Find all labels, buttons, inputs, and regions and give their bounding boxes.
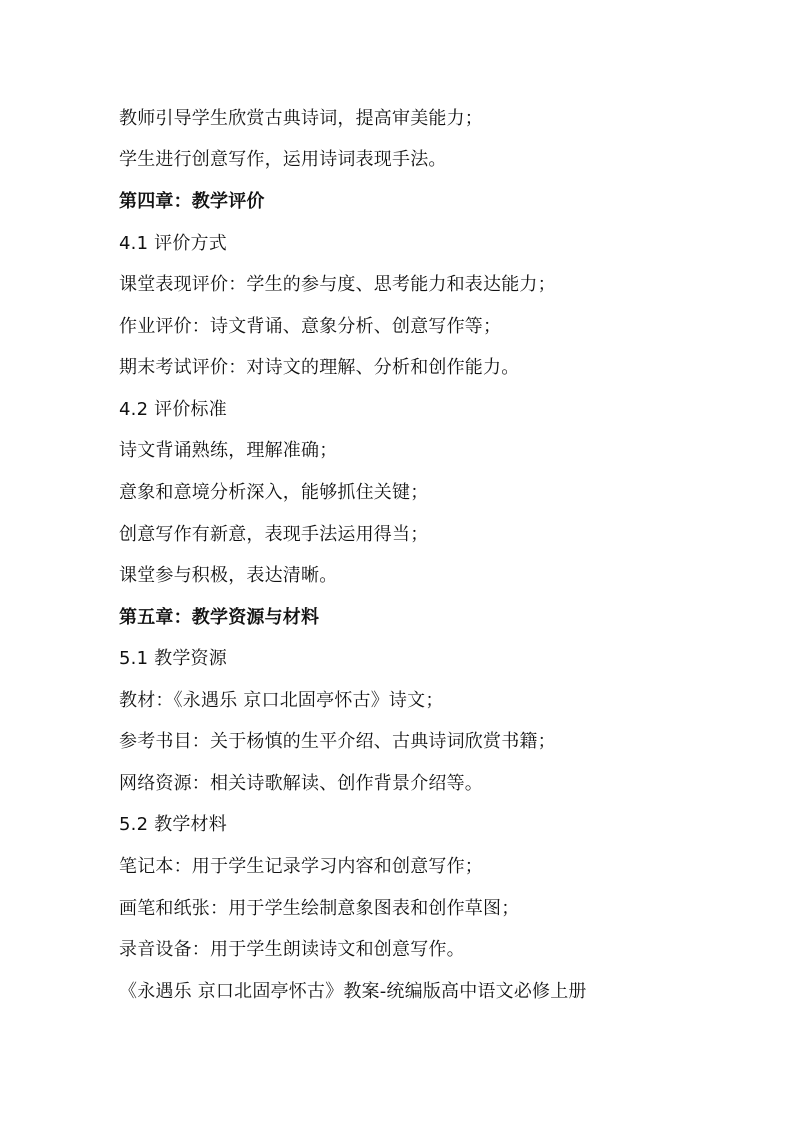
- section-heading: 5.2 教学材料: [119, 814, 227, 835]
- section-heading: 4.2 评价标准: [119, 399, 227, 420]
- paragraph-line: 教材：《永遇乐 京口北固亭怀古》诗文；: [119, 690, 444, 711]
- paragraph-line: 画笔和纸张：用于学生绘制意象图表和创作草图；: [119, 898, 520, 919]
- paragraph-line: 课堂参与积极，表达清晰。: [119, 565, 338, 586]
- chapter-heading: 第五章：教学资源与材料: [119, 607, 320, 628]
- paragraph-line: 创意写作有新意，表现手法运用得当；: [119, 524, 429, 545]
- paragraph-line: 期末考试评价：对诗文的理解、分析和创作能力。: [119, 357, 520, 378]
- paragraph-line: 网络资源：相关诗歌解读、创作背景介绍等。: [119, 773, 483, 794]
- paragraph-line: 笔记本：用于学生记录学习内容和创意写作；: [119, 856, 483, 877]
- paragraph-line: 学生进行创意写作，运用诗词表现手法。: [119, 149, 447, 170]
- section-heading: 4.1 评价方式: [119, 233, 227, 254]
- paragraph-line: 课堂表现评价：学生的参与度、思考能力和表达能力；: [119, 274, 556, 295]
- paragraph-line: 作业评价：诗文背诵、意象分析、创意写作等；: [119, 316, 502, 337]
- paragraph-line: 诗文背诵熟练，理解准确；: [119, 440, 338, 461]
- chapter-heading: 第四章：教学评价: [119, 191, 265, 212]
- section-heading: 5.1 教学资源: [119, 648, 227, 669]
- paragraph-line: 参考书目：关于杨慎的生平介绍、古典诗词欣赏书籍；: [119, 731, 556, 752]
- paragraph-line: 教师引导学生欣赏古典诗词，提高审美能力；: [119, 108, 483, 129]
- paragraph-line: 意象和意境分析深入，能够抓住关键；: [119, 482, 429, 503]
- paragraph-line: 录音设备：用于学生朗读诗文和创意写作。: [119, 939, 465, 960]
- document-title-line: 《永遇乐 京口北固亭怀古》教案-统编版高中语文必修上册: [119, 981, 587, 1002]
